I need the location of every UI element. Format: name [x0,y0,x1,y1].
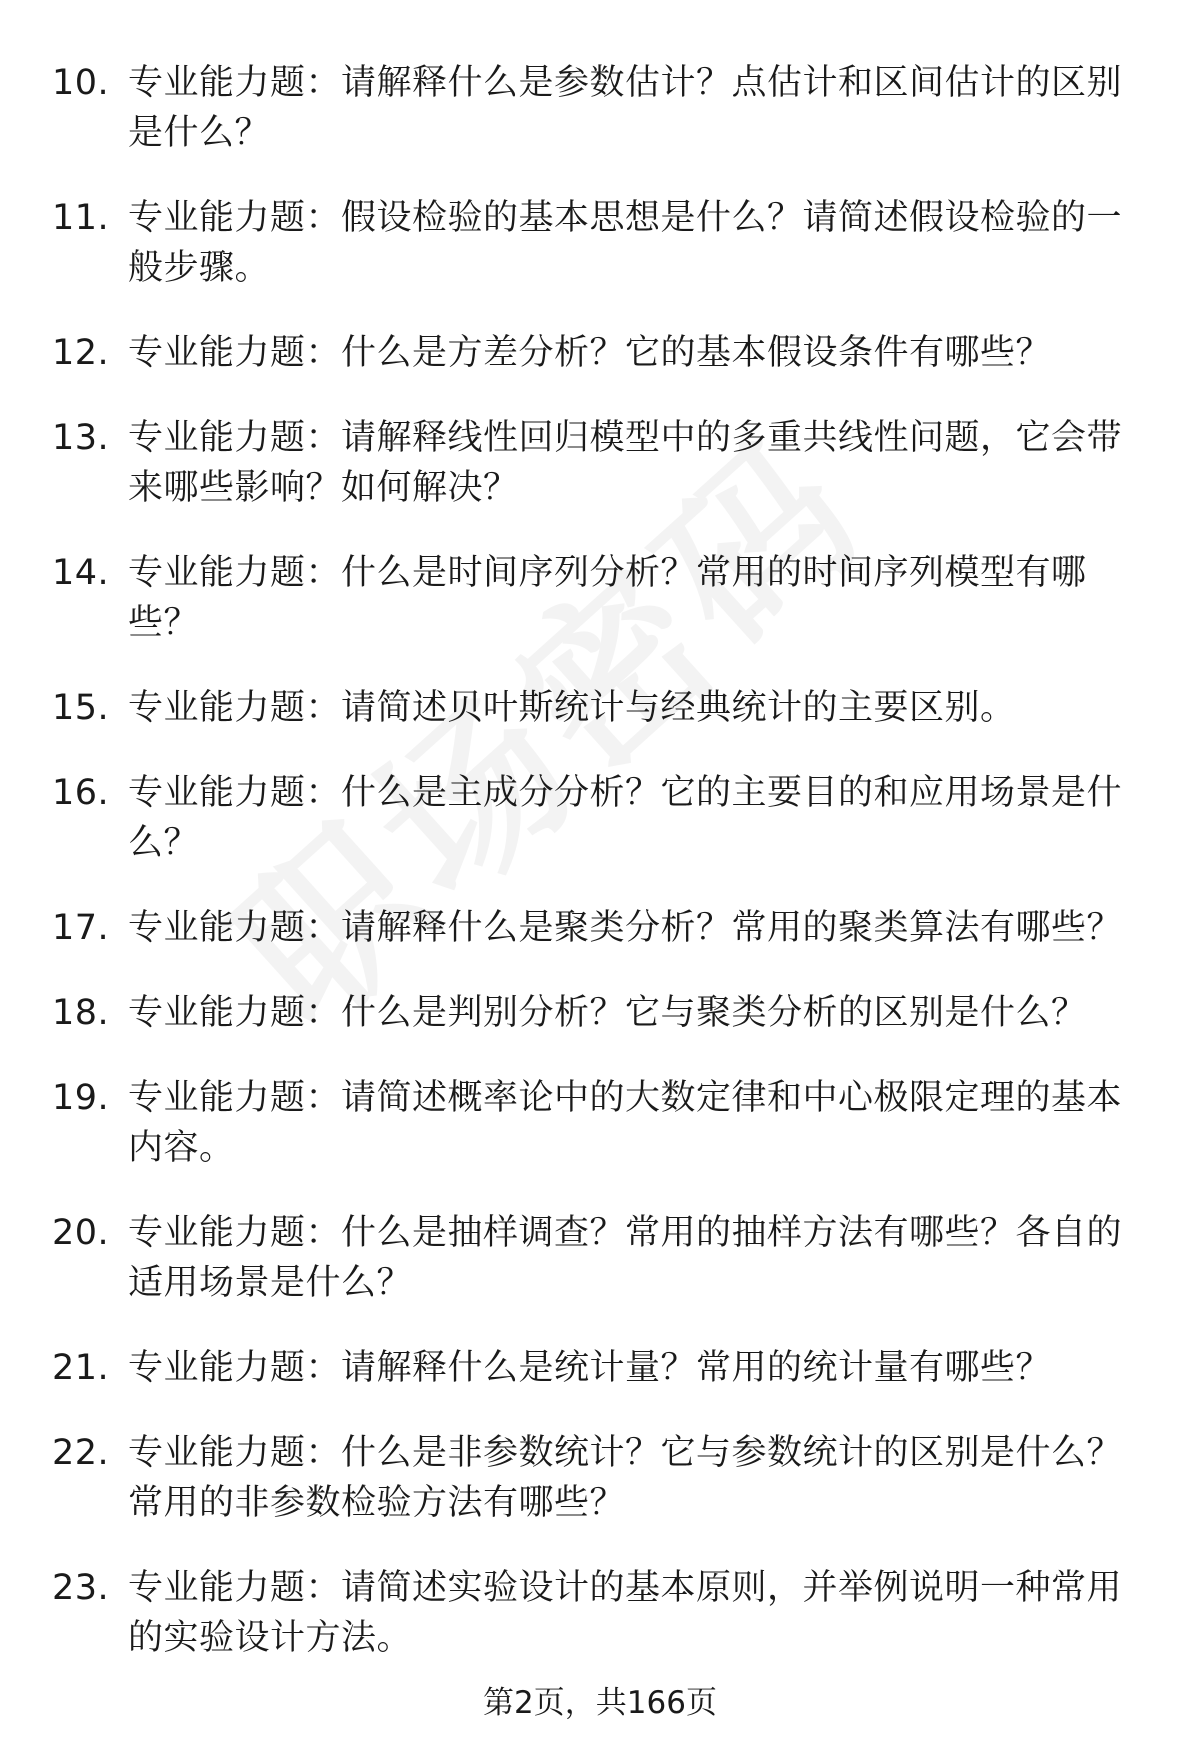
question-number: 15. [52,688,110,728]
question-number: 14. [52,553,110,593]
question-text: 专业能力题：什么是判别分析？它与聚类分析的区别是什么？ [128,993,1087,1033]
question-item [52,1428,1142,1528]
question-item [52,1343,1142,1393]
question-item [52,58,1142,158]
question-number: 10. [52,63,110,103]
question-number: 22. [52,1433,110,1473]
question-item [52,413,1142,513]
question-text: 专业能力题：请简述概率论中的大数定律和中心极限定理的基本内容。 [128,1078,1123,1168]
question-text: 专业能力题：什么是抽样调查？常用的抽样方法有哪些？各自的适用场景是什么？ [128,1213,1123,1303]
question-text: 专业能力题：请简述实验设计的基本原则，并举例说明一种常用的实验设计方法。 [128,1568,1123,1658]
question-number: 19. [52,1078,110,1118]
question-number: 18. [52,993,110,1033]
question-item [52,903,1142,953]
question-item [52,193,1142,293]
question-item [52,1563,1142,1663]
question-item [52,328,1142,378]
question-item [52,988,1142,1038]
question-number: 16. [52,773,110,813]
question-item [52,548,1142,648]
question-list [52,58,1142,1698]
question-text: 专业能力题：请解释什么是聚类分析？常用的聚类算法有哪些？ [128,908,1123,948]
question-text: 专业能力题：什么是主成分分析？它的主要目的和应用场景是什么？ [128,773,1123,863]
question-text: 专业能力题：请解释什么是统计量？常用的统计量有哪些？ [128,1348,1052,1388]
question-text: 专业能力题：请解释什么是参数估计？点估计和区间估计的区别是什么？ [128,63,1123,153]
question-text: 专业能力题：什么是非参数统计？它与参数统计的区别是什么？常用的非参数检验方法有哪些？ [128,1433,1123,1523]
question-text: 专业能力题：假设检验的基本思想是什么？请简述假设检验的一般步骤。 [128,198,1123,288]
question-number: 13. [52,418,110,458]
question-text: 专业能力题：请解释线性回归模型中的多重共线性问题，它会带来哪些影响？如何解决？ [128,418,1123,508]
question-number: 17. [52,908,110,948]
question-text: 专业能力题：什么是方差分析？它的基本假设条件有哪些？ [128,333,1052,373]
question-item [52,683,1142,733]
question-item [52,1208,1142,1308]
question-number: 21. [52,1348,110,1388]
question-number: 12. [52,333,110,373]
question-item [52,1073,1142,1173]
question-number: 11. [52,198,110,238]
question-item [52,768,1142,868]
page-number-footer: 第2页，共166页 [483,1685,717,1721]
question-text: 专业能力题：什么是时间序列分析？常用的时间序列模型有哪些？ [128,553,1087,643]
question-number: 20. [52,1213,110,1253]
question-number: 23. [52,1568,110,1608]
question-text: 专业能力题：请简述贝叶斯统计与经典统计的主要区别。 [128,688,1016,728]
